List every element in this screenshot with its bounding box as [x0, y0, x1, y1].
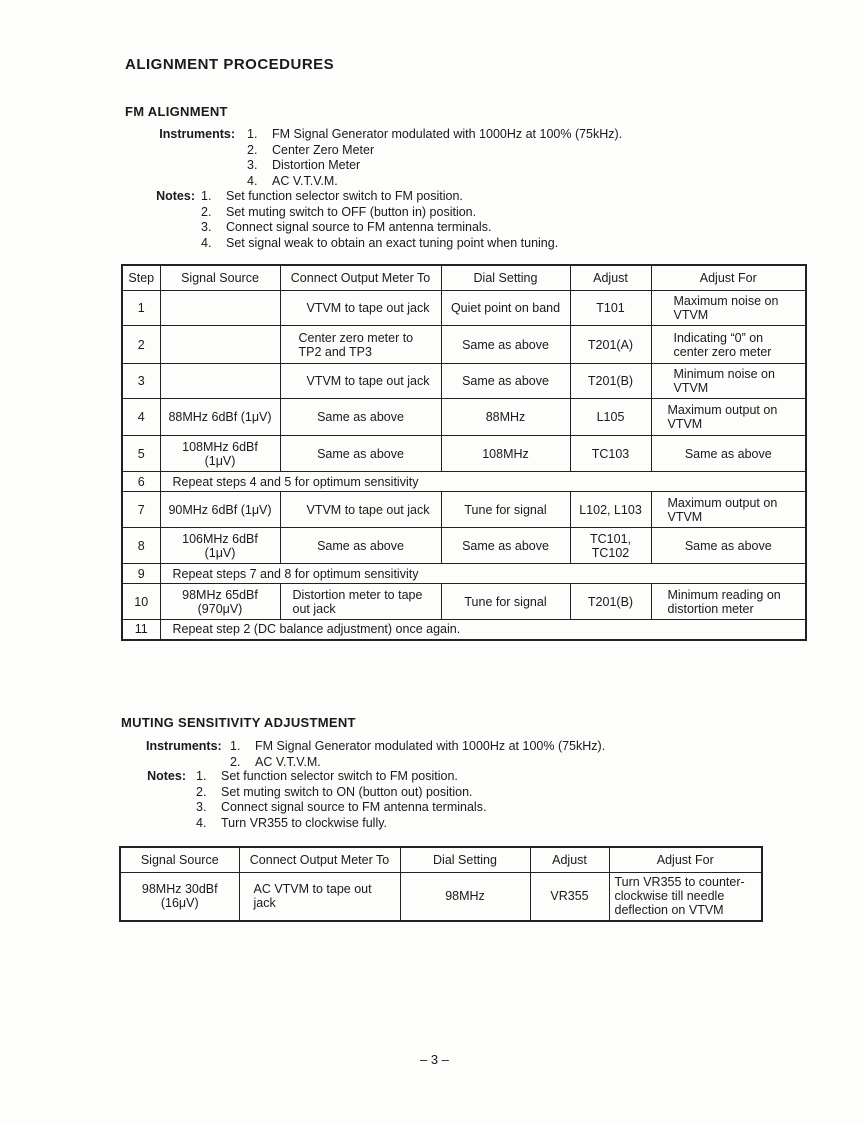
instrument-item: Center Zero Meter — [272, 142, 375, 157]
span-note-cell: Repeat steps 4 and 5 for optimum sensitivity — [160, 472, 806, 492]
col-header-adjust-for: Adjust For — [651, 265, 806, 291]
table-row — [122, 620, 806, 640]
notes-label: Notes: — [156, 189, 195, 203]
col-header-step: Step — [122, 265, 160, 291]
step-cell: 2 — [122, 326, 160, 364]
adjust-for-cell: Same as above — [651, 528, 806, 564]
note-item: Set muting switch to ON (button out) position. — [221, 784, 473, 799]
col-header-adjust-for: Adjust For — [609, 847, 762, 873]
muting-notes-list: Notes: 1. Set function selector switch to FM position. 2. Set muting switch to ON (button out) position. 3. Connect signal source to FM antenna terminals. 4. Turn VR355 to clockwise fully. — [147, 769, 487, 830]
table-row — [122, 436, 806, 472]
dial-cell: 98MHz — [400, 873, 530, 921]
fm-instruments-list: Instruments: 1. FM Signal Generator modulated with 1000Hz at 100% (75kHz). 2. Center Zero Meter 3. Distortion Meter 4. AC V.T.V.M. — [150, 127, 622, 189]
col-header-dial-setting: Dial Setting — [400, 847, 530, 873]
step-cell: 8 — [122, 528, 160, 564]
muting-table — [119, 846, 763, 922]
instrument-item: FM Signal Generator modulated with 1000Hz at 100% (75kHz). — [255, 739, 606, 753]
page-title: ALIGNMENT PROCEDURES — [125, 56, 335, 73]
adjust-cell: T201(B) — [570, 584, 651, 620]
table-row — [122, 472, 806, 492]
dial-cell: Tune for signal — [441, 492, 570, 528]
table-row — [122, 291, 806, 326]
fm-alignment-table — [121, 264, 807, 641]
adjust-cell: L105 — [570, 399, 651, 436]
note-item: Set function selector switch to FM position. — [221, 769, 458, 783]
meter-cell: Same as above — [280, 436, 441, 472]
signal-source-cell: 106MHz 6dBf (1μV) — [160, 528, 280, 564]
table-row — [122, 564, 806, 584]
col-header-adjust: Adjust — [530, 847, 609, 873]
adjust-for-cell: Maximum output on VTVM — [651, 492, 806, 528]
span-note-cell: Repeat step 2 (DC balance adjustment) once again. — [160, 620, 806, 640]
instrument-item: AC V.T.V.M. — [255, 754, 321, 769]
col-header-dial-setting: Dial Setting — [441, 265, 570, 291]
muting-instruments-list: Instruments: 1. FM Signal Generator modulated with 1000Hz at 100% (75kHz). 2. AC V.T.V.M. — [146, 739, 606, 769]
adjust-for-cell: Indicating “0” on center zero meter — [651, 326, 806, 364]
meter-cell: Same as above — [280, 399, 441, 436]
adjust-cell: TC103 — [570, 436, 651, 472]
col-header-connect-output-meter: Connect Output Meter To — [239, 847, 400, 873]
instrument-item: Distortion Meter — [272, 158, 361, 172]
adjust-for-cell: Turn VR355 to counter-clockwise till needle deflection on VTVM — [609, 873, 762, 921]
adjust-for-cell: Maximum output on VTVM — [651, 399, 806, 436]
notes-label: Notes: — [147, 769, 186, 783]
note-item: Set signal weak to obtain an exact tuning point when tuning. — [226, 235, 559, 250]
signal-source-cell: 88MHz 6dBf (1μV) — [160, 399, 280, 436]
meter-cell: Same as above — [280, 528, 441, 564]
signal-source-cell — [160, 364, 280, 399]
step-cell: 11 — [122, 620, 160, 640]
step-cell: 5 — [122, 436, 160, 472]
note-item: Set muting switch to OFF (button in) position. — [226, 204, 477, 219]
instrument-item: AC V.T.V.M. — [272, 173, 338, 188]
note-item: Connect signal source to FM antenna terminals. — [226, 220, 492, 234]
adjust-for-cell: Same as above — [651, 436, 806, 472]
page-number: – 3 – — [420, 1052, 449, 1067]
adjust-cell: T201(B) — [570, 364, 651, 399]
adjust-for-cell: Minimum reading on distortion meter — [651, 584, 806, 620]
meter-cell: VTVM to tape out jack — [280, 291, 441, 326]
dial-cell: Same as above — [441, 528, 570, 564]
table-row — [120, 873, 762, 921]
instruments-label: Instruments: — [159, 127, 235, 141]
dial-cell: 88MHz — [441, 399, 570, 436]
dial-cell: Same as above — [441, 364, 570, 399]
table-header-row — [122, 265, 806, 291]
adjust-cell: L102, L103 — [570, 492, 651, 528]
dial-cell: Quiet point on band — [441, 291, 570, 326]
step-cell: 4 — [122, 399, 160, 436]
note-item: Turn VR355 to clockwise fully. — [221, 815, 388, 830]
adjust-cell: TC101, TC102 — [570, 528, 651, 564]
table-row — [122, 399, 806, 436]
adjust-for-cell: Maximum noise on VTVM — [651, 291, 806, 326]
adjust-for-cell: Minimum noise on VTVM — [651, 364, 806, 399]
signal-source-cell: 108MHz 6dBf (1μV) — [160, 436, 280, 472]
span-note-cell: Repeat steps 7 and 8 for optimum sensitivity — [160, 564, 806, 584]
note-item: Connect signal source to FM antenna terminals. — [221, 800, 487, 814]
table-header-row — [120, 847, 762, 873]
table-row — [122, 326, 806, 364]
col-header-adjust: Adjust — [570, 265, 651, 291]
step-cell: 3 — [122, 364, 160, 399]
instruments-label: Instruments: — [146, 739, 222, 753]
table-row — [122, 528, 806, 564]
signal-source-cell — [160, 291, 280, 326]
signal-source-cell: 98MHz 30dBf (16μV) — [120, 873, 239, 921]
meter-cell: Center zero meter to TP2 and TP3 — [280, 326, 441, 364]
adjust-cell: T201(A) — [570, 326, 651, 364]
step-cell: 10 — [122, 584, 160, 620]
dial-cell: Tune for signal — [441, 584, 570, 620]
col-header-signal-source: Signal Source — [160, 265, 280, 291]
signal-source-cell: 98MHz 65dBf (970μV) — [160, 584, 280, 620]
table-row — [122, 584, 806, 620]
signal-source-cell: 90MHz 6dBf (1μV) — [160, 492, 280, 528]
fm-alignment-heading: FM ALIGNMENT — [125, 104, 228, 119]
dial-cell: 108MHz — [441, 436, 570, 472]
col-header-signal-source: Signal Source — [120, 847, 239, 873]
note-item: Set function selector switch to FM position. — [226, 189, 463, 203]
step-cell: 1 — [122, 291, 160, 326]
adjust-cell: VR355 — [530, 873, 609, 921]
fm-notes-list: Notes: 1. Set function selector switch to FM position. 2. Set muting switch to OFF (button in) position. 3. Connect signal source to FM antenna terminals. 4. Set signal weak to obtain an exact tuning point when tuning. — [150, 189, 558, 251]
table-row — [122, 364, 806, 399]
signal-source-cell — [160, 326, 280, 364]
step-cell: 9 — [122, 564, 160, 584]
step-cell: 6 — [122, 472, 160, 492]
dial-cell: Same as above — [441, 326, 570, 364]
table-row — [122, 492, 806, 528]
step-cell: 7 — [122, 492, 160, 528]
muting-heading: MUTING SENSITIVITY ADJUSTMENT — [121, 715, 356, 730]
col-header-connect-output-meter: Connect Output Meter To — [280, 265, 441, 291]
meter-cell: Distortion meter to tape out jack — [280, 584, 441, 620]
meter-cell: AC VTVM to tape out jack — [239, 873, 400, 921]
meter-cell: VTVM to tape out jack — [280, 364, 441, 399]
meter-cell: VTVM to tape out jack — [280, 492, 441, 528]
instrument-item: FM Signal Generator modulated with 1000Hz at 100% (75kHz). — [272, 127, 623, 141]
adjust-cell: T101 — [570, 291, 651, 326]
